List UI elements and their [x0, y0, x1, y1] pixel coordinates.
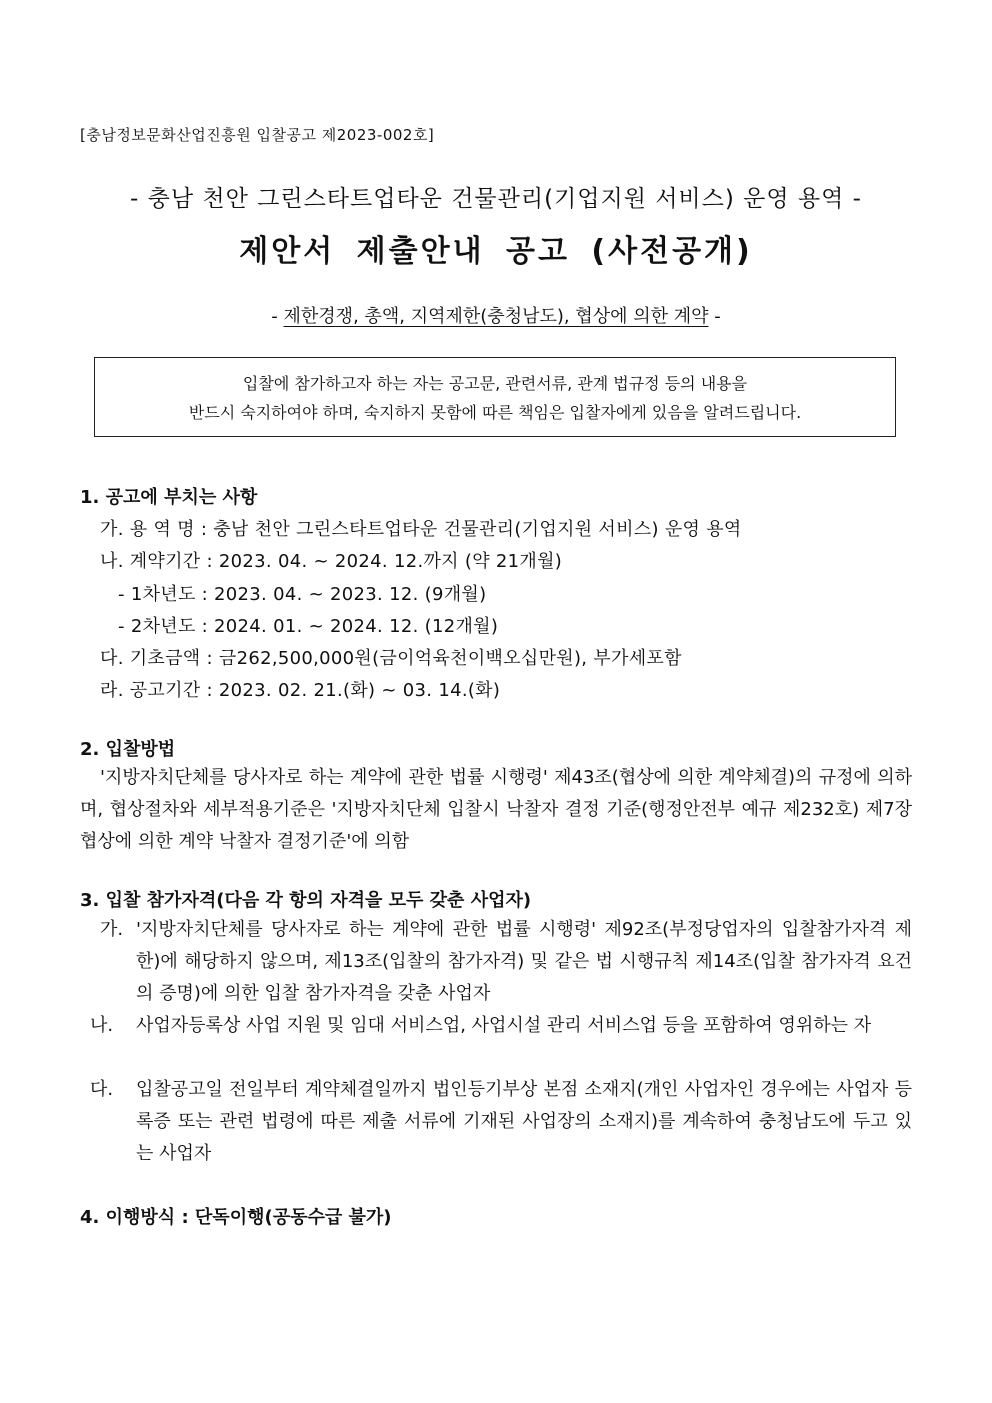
- section-1-heading: 1. 공고에 부치는 사항: [80, 487, 258, 508]
- section-4-heading: 4. 이행방식 : 단독이행(공동수급 불가): [80, 1207, 392, 1228]
- notice-box: [94, 357, 896, 437]
- section-1-item-year-2: - 2차년도 : 2024. 01. ~ 2024. 12. (12개월): [118, 616, 499, 637]
- project-subtitle: - 충남 천안 그린스타트업타운 건물관리(기업지원 서비스) 운영 용역 -: [130, 186, 862, 212]
- notice-box-line-1: 입찰에 참가하고자 하는 자는 공고문, 관련서류, 관계 법규정 등의 내용을: [242, 374, 748, 393]
- section-3-item-da: [90, 1074, 912, 1170]
- section-2-body: '지방자치단체를 당사자로 하는 계약에 관한 법률 시행령' 제43조(협상에 의한 계약체결)의 규정에 의하며, 협상절차와 세부적용기준은 '지방자치단체 입찰시 낙찰자 결정 기준(행정안전부 예규 제232호) 제7장 협상에 의한 계약 낙찰자 결정기준'에 의함: [80, 767, 912, 852]
- item-marker: 다.: [90, 1079, 114, 1100]
- contract-type: 제한경쟁, 총액, 지역제한(충청남도), 협상에 의한 계약: [283, 306, 709, 327]
- section-2-heading: 2. 입찰방법: [80, 739, 176, 760]
- item-text: 사업자등록상 사업 지원 및 임대 서비스업, 사업시설 관리 서비스업 등을 포함하여 영위하는 자: [136, 1015, 872, 1036]
- section-3-heading: 3. 입찰 참가자격(다음 각 항의 자격을 모두 갖춘 사업자): [80, 890, 532, 911]
- item-text: 입찰공고일 전일부터 계약체결일까지 법인등기부상 본점 소재지(개인 사업자인 경우에는 사업자 등록증 또는 관련 법령에 따른 제출 서류에 기재된 사업장의 소재지)를 계속하여 충청남도에 두고 있는 사업자: [136, 1079, 912, 1164]
- notice-number: [충남정보문화산업진흥원 입찰공고 제2023-002호]: [80, 126, 435, 144]
- section-1-item-year-1: - 1차년도 : 2023. 04. ~ 2023. 12. (9개월): [118, 584, 487, 605]
- contract-prefix: -: [271, 306, 284, 327]
- section-3-item-ga: [100, 914, 912, 1010]
- item-marker: 나.: [90, 1015, 114, 1036]
- section-1-item-base-amount: 다. 기초금액 : 금262,500,000원(금이억육천이백오십만원), 부가세포함: [100, 648, 682, 669]
- notice-box-line-2: 반드시 숙지하여야 하며, 숙지하지 못함에 따른 책임은 입찰자에게 있음을 알려드립니다.: [188, 403, 802, 422]
- page-title: 제안서 제출안내 공고 (사전공개): [239, 234, 753, 269]
- section-3-item-na: [90, 1010, 912, 1042]
- item-text: '지방자치단체를 당사자로 하는 계약에 관한 법률 시행령' 제92조(부정당업자의 입찰참가자격 제한)에 해당하지 않으며, 제13조(입찰의 참가자격) 및 같은 법 시행규칙 제14조(입찰 참가자격 요건의 증명)에 의한 입찰 참가자격을 갖춘 사업자: [136, 919, 912, 1004]
- section-1-item-notice-period: 라. 공고기간 : 2023. 02. 21.(화) ~ 03. 14.(화): [100, 680, 501, 701]
- section-1-item-service-name: 가. 용 역 명 : 충남 천안 그린스타트업타운 건물관리(기업지원 서비스) 운영 용역: [100, 519, 742, 540]
- section-1-item-contract-period: 나. 계약기간 : 2023. 04. ~ 2024. 12.까지 (약 21개월): [100, 551, 563, 572]
- contract-type-line: [0, 302, 992, 328]
- item-marker: 가.: [100, 919, 124, 940]
- contract-suffix: -: [708, 306, 721, 327]
